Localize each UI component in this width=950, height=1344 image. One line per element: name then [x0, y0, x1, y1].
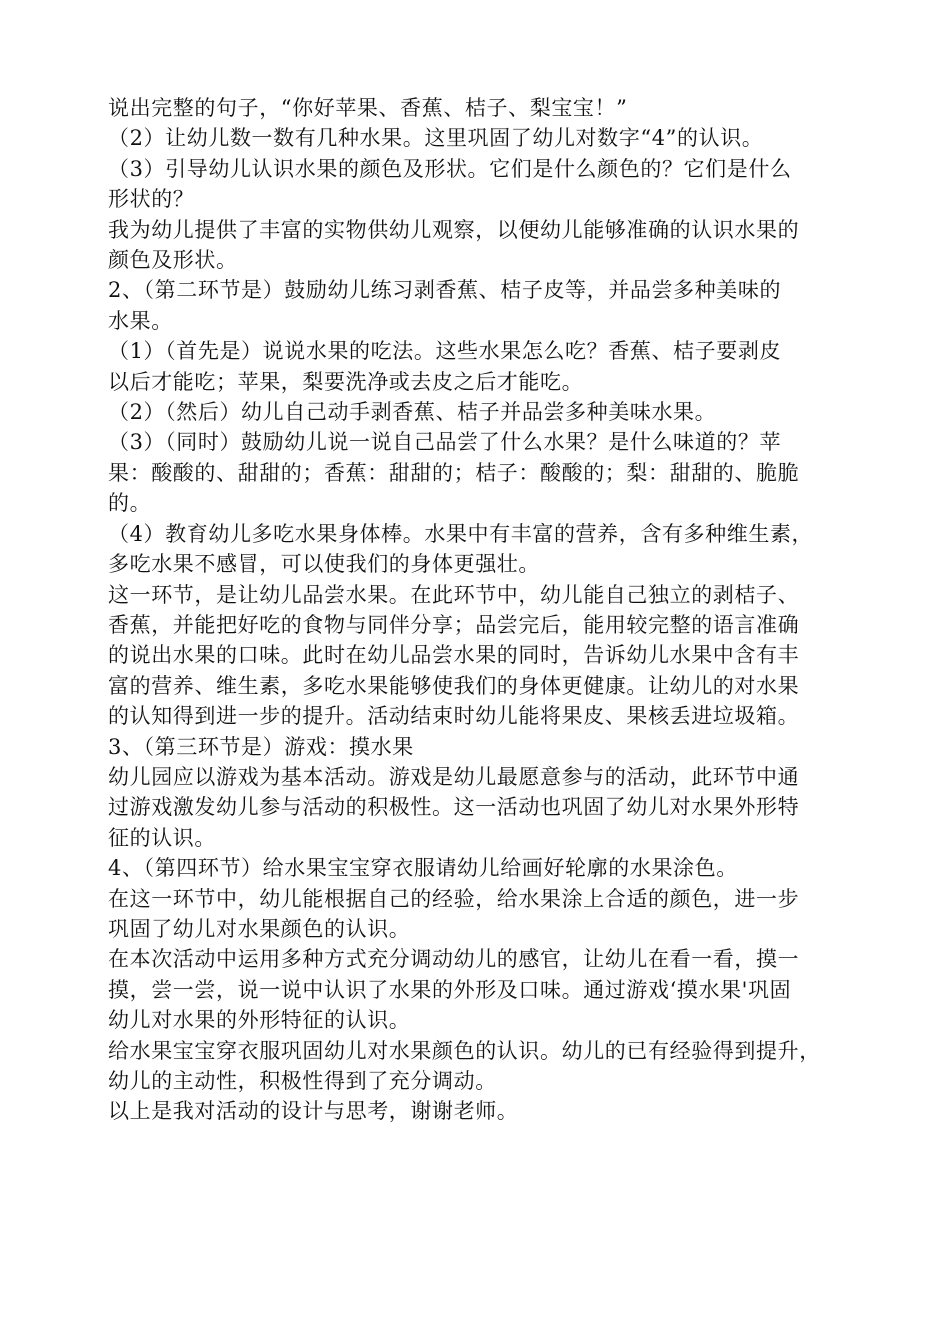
- text-line: 幼儿对水果的外形特征的认识。: [108, 1008, 411, 1033]
- text-line: （3）引导幼儿认识水果的颜色及形状。它们是什么颜色的？它们是什么: [108, 156, 792, 181]
- text-line: （2）让幼儿数一数有几种水果。这里巩固了幼儿对数字“4”的认识。: [108, 126, 764, 151]
- text-line: 形状的？: [108, 187, 195, 212]
- text-line: 的说出水果的口味。此时在幼儿品尝水果的同时，告诉幼儿水果中含有丰: [108, 643, 800, 668]
- text-line: 以后才能吃；苹果，梨要洗净或去皮之后才能吃。: [108, 369, 584, 394]
- text-line: 水果。: [108, 308, 173, 333]
- text-line: 摸，尝一尝，说一说中认识了水果的外形及口味。通过游戏‘摸水果'巩固: [108, 977, 792, 1002]
- text-line: 多吃水果不感冒，可以使我们的身体更强壮。: [108, 552, 540, 577]
- text-line: 在本次活动中运用多种方式充分调动幼儿的感官，让幼儿在看一看，摸一: [108, 947, 800, 972]
- text-line: （4）教育幼儿多吃水果身体棒。水果中有丰富的营养，含有多种维生素，: [108, 521, 814, 546]
- text-line: 幼儿园应以游戏为基本活动。游戏是幼儿最愿意参与的活动，此环节中通: [108, 764, 800, 789]
- text-line: 香蕉，并能把好吃的食物与同伴分享；品尝完后，能用较完整的语言准确: [108, 612, 800, 637]
- text-line: 这一环节，是让幼儿品尝水果。在此环节中，幼儿能自己独立的剥桔子、: [108, 582, 800, 607]
- section-heading-line: 2、（第二环节是）鼓励幼儿练习剥香蕉、桔子皮等，并品尝多种美味的: [108, 278, 782, 303]
- section-heading-line: 4、（第四环节）给水果宝宝穿衣服请幼儿给画好轮廓的水果涂色。: [108, 856, 738, 881]
- text-line: 征的认识。: [108, 825, 216, 850]
- text-line: 给水果宝宝穿衣服巩固幼儿对水果颜色的认识。幼儿的已有经验得到提升，: [108, 1038, 821, 1063]
- document-body: [108, 93, 878, 1127]
- text-line: （2）（然后）幼儿自己动手剥香蕉、桔子并品尝多种美味水果。: [108, 400, 717, 425]
- text-line: 巩固了幼儿对水果颜色的认识。: [108, 916, 411, 941]
- text-line: （3）（同时）鼓励幼儿说一说自己品尝了什么水果？是什么味道的？苹: [108, 430, 782, 455]
- text-line: （1）（首先是）说说水果的吃法。这些水果怎么吃？香蕉、桔子要剥皮: [108, 339, 782, 364]
- text-line: 在这一环节中，幼儿能根据自己的经验，给水果涂上合适的颜色，进一步: [108, 886, 800, 911]
- text-line: 我为幼儿提供了丰富的实物供幼儿观察，以便幼儿能够准确的认识水果的: [108, 217, 800, 242]
- text-line: 过游戏激发幼儿参与活动的积极性。这一活动也巩固了幼儿对水果外形特: [108, 795, 800, 820]
- text-line: 说出完整的句子，“你好苹果、香蕉、桔子、梨宝宝！”: [108, 96, 628, 120]
- text-line: 以上是我对活动的设计与思考，谢谢老师。: [108, 1099, 519, 1124]
- text-line: 的认知得到进一步的提升。活动结束时幼儿能将果皮、果核丢进垃圾箱。: [108, 704, 800, 729]
- section-heading-line: 3、（第三环节是）游戏：摸水果: [108, 734, 414, 759]
- text-line: 富的营养、维生素，多吃水果能够使我们的身体更健康。让幼儿的对水果: [108, 673, 800, 698]
- text-line: 颜色及形状。: [108, 248, 238, 273]
- text-line: 幼儿的主动性，积极性得到了充分调动。: [108, 1069, 497, 1093]
- text-line: 的。: [108, 491, 152, 516]
- text-line: 果：酸酸的、甜甜的；香蕉：甜甜的；桔子：酸酸的；梨：甜甜的、脆脆: [108, 460, 800, 485]
